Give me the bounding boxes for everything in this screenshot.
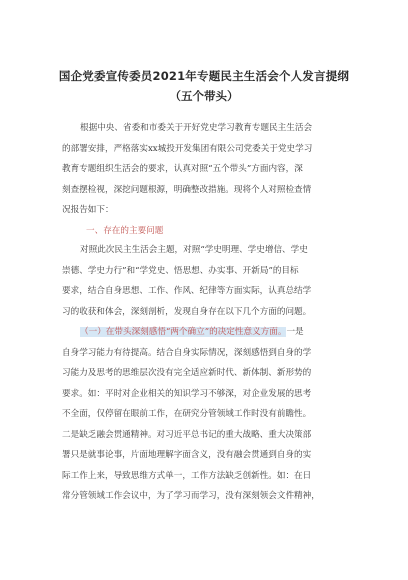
text-line: 习的收获和体会，深刻剖析，发现自身存在以下几个方面的问题。 [62, 306, 312, 317]
document-subtitle: （五个带头） [169, 89, 239, 103]
text-line: 刻查摆检视，深挖问题根源，明确整改措施。现将个人对照检查情 [62, 184, 312, 195]
text-line: 崇德、学史力行”和“学党史、悟思想、办实事、开新局”的目标 [62, 265, 299, 276]
text-line: 际工作上来，导致思维方式单一，工作方法缺乏创新性。如：在日 [62, 470, 312, 481]
section-heading: 一、存在的主要问题 [86, 226, 164, 236]
text-line: 习能力及思考的思维层次没有完全适应新时代、新体制、新形势的 [62, 368, 312, 378]
subsection-line [62, 322, 352, 343]
text-line: 要求，结合自身思想、工作、作风、纪律等方面实际，认真总结学 [62, 286, 312, 296]
text-line: 常分管领域工作会议中，为了学习而学习，没有深刻领会文件精神， [62, 491, 320, 501]
paragraph-intro [62, 118, 352, 221]
text-line: 教育专题组织生活会的要求，认真对照“五个带头”方面内容，深 [62, 164, 303, 174]
text-line: 二是缺乏融会贯通精神。对习近平总书记的重大战略、重大决策部 [62, 429, 312, 440]
text-line: 的部署安排，严格落实xx城投开发集团有限公司党委关于党史学习 [62, 143, 313, 154]
text-line: 况报告如下： [62, 205, 114, 215]
paragraph-topic [62, 240, 352, 322]
document-title: 国企党委宣传委员2021年专题民主生活会个人发言提纲 [58, 69, 350, 83]
text-line: 要求。如：平时对企业相关的知识学习不够深，对企业发展的思考 [62, 388, 312, 399]
text-line: 根据中央、省委和市委关于开好党史学习教育专题民主生活会 [80, 123, 313, 133]
text-line: 自身学习能力有待提高。结合自身实际情况，深刻感悟到自身的学 [62, 347, 312, 358]
subsection-tail: 一是 [286, 327, 304, 337]
text-line: 对照此次民主生活会主题，对照“学史明理、学史增信、学史 [80, 245, 308, 255]
text-line: 署只是就事论事，片面地理解字面含义，没有融会贯通到自身的实 [62, 450, 312, 460]
subsection-heading: （一）在带头深刻感悟“两个确立”的决定性意义方面。 [80, 327, 287, 337]
text-line: 不全面，仅停留在眼前工作，在研究分管领域工作时没有前瞻性。 [62, 409, 312, 419]
paragraph-issues [62, 322, 352, 507]
